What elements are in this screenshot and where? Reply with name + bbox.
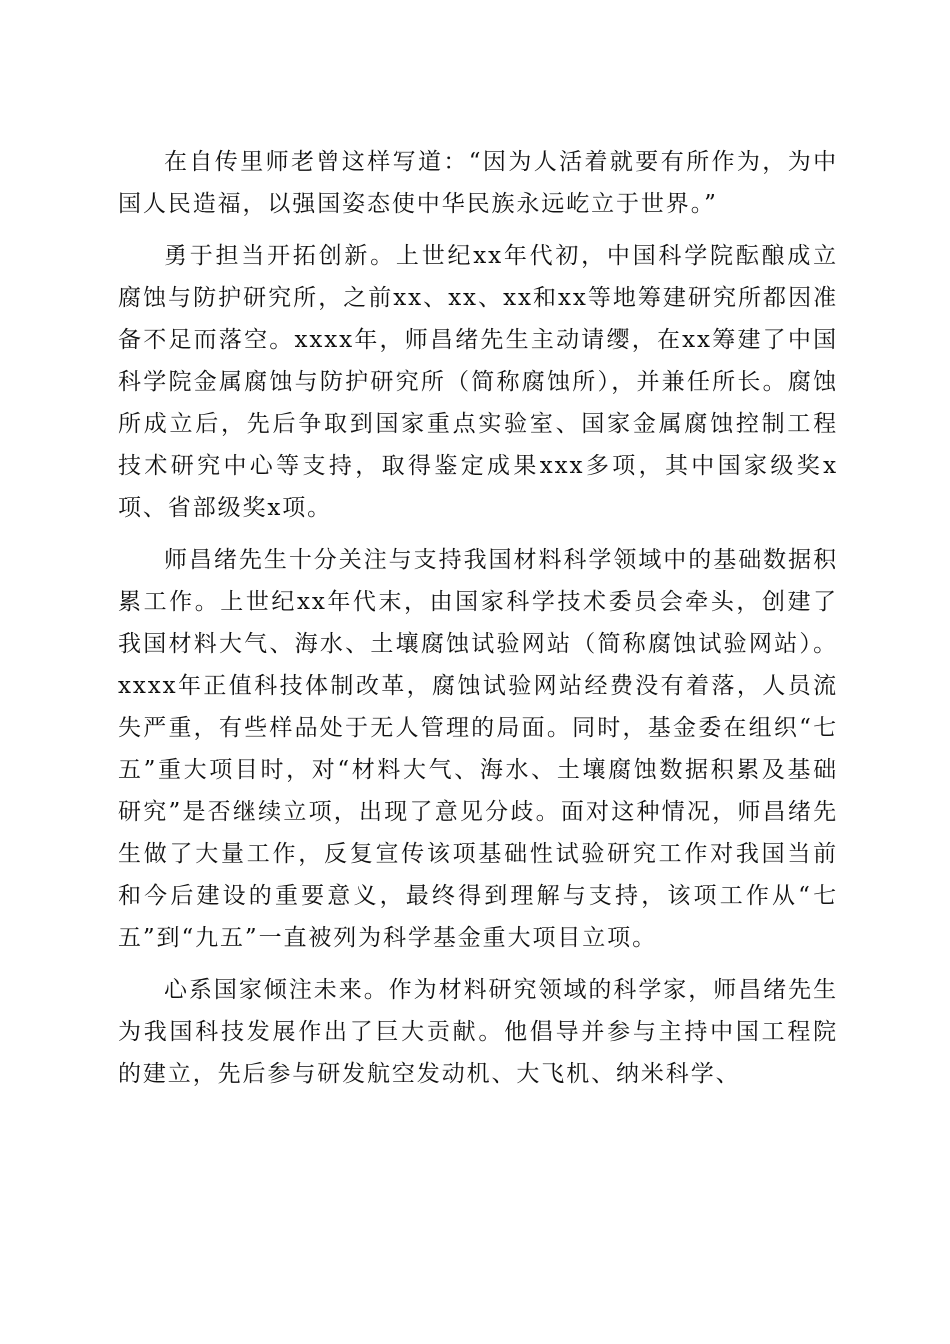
paragraph-test-network: 师昌绪先生十分关注与支持我国材料科学领域中的基础数据积累工作。上世纪xx年代末，由国家科学技术委员会牵头，创建了我国材料大气、海水、土壤腐蚀试验网站（简称腐蚀试验网站）。xxxx年正值科技体制改革，腐蚀试验网站经费没有着落，人员流失严重，有些样品处于无人管理的局面。同时，基金委在组织“七五”重大项目时，对“材料大气、海水、土壤腐蚀数据积累及基础研究”是否继续立项，出现了意见分歧。面对这种情况，师昌绪先生做了大量工作，反复宣传该项基础性试验研究工作对我国当前和今后建设的重要意义，最终得到理解与支持，该项工作从“七五”到“九五”一直被列为科学基金重大项目立项。 — [118, 547, 838, 951]
paragraph-corrosion-institute: 勇于担当开拓创新。上世纪xx年代初，中国科学院酝酿成立腐蚀与防护研究所，之前xx、xx、xx和xx等地筹建研究所都因准备不足而落空。xxxx年，师昌绪先生主动请缨，在xx筹建了中国科学院金属腐蚀与防护研究所（简称腐蚀所），并兼任所长。腐蚀所成立后，先后争取到国家重点实验室、国家金属腐蚀控制工程技术研究中心等支持，取得鉴定成果xxx多项，其中国家级奖x项、省部级奖x项。 — [118, 243, 838, 521]
document-page — [118, 141, 838, 1105]
paragraph-future: 心系国家倾注未来。作为材料研究领域的科学家，师昌绪先生为我国科技发展作出了巨大贡献。他倡导并参与主持中国工程院的建立，先后参与研发航空发动机、大飞机、纳米科学、 — [118, 977, 838, 1087]
paragraph-quote: 在自传里师老曾这样写道：“因为人活着就要有所作为，为中国人民造福，以强国姿态使中华民族永远屹立于世界。” — [118, 149, 838, 217]
